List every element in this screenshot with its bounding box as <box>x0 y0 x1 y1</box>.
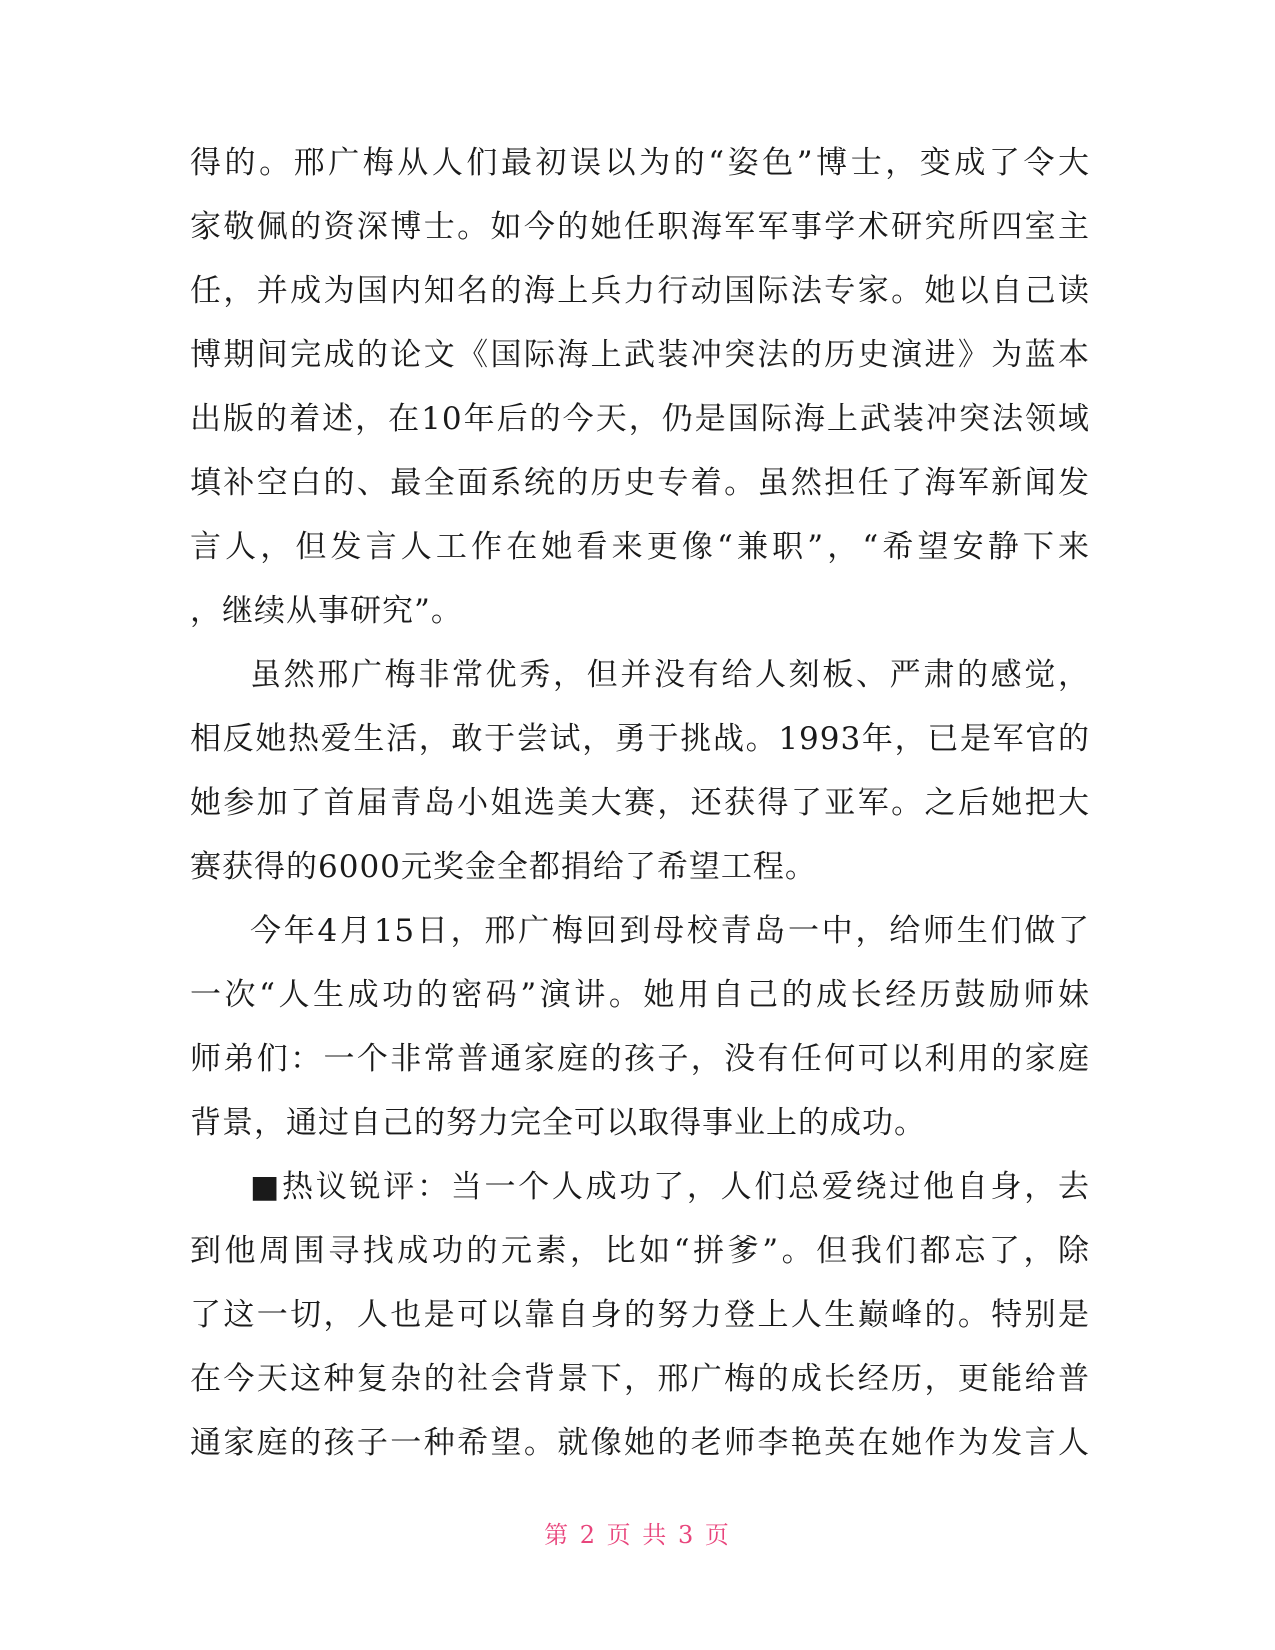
paragraph-first-line: ■热议锐评：当一个人成功了，人们总爱绕过他自身，去 <box>250 1169 1090 1205</box>
paragraph-first-line: 今年4月15日，邢广梅回到母校青岛一中，给师生们做了 <box>250 913 1090 949</box>
text-line: 家敬佩的资深博士。如今的她任职海军军事学术研究所四室主 <box>190 209 1090 245</box>
text-line: 通家庭的孩子一种希望。就像她的老师李艳英在她作为发言人 <box>190 1425 1090 1461</box>
text-line: 一次“人生成功的密码”演讲。她用自己的成长经历鼓励师妹 <box>190 977 1090 1013</box>
paragraph-first-line: 虽然邢广梅非常优秀，但并没有给人刻板、严肃的感觉， <box>250 657 1090 693</box>
text-line: 言人，但发言人工作在她看来更像“兼职”，“希望安静下来 <box>190 529 1090 565</box>
text-line: 了这一切，人也是可以靠自身的努力登上人生巅峰的。特别是 <box>190 1297 1090 1333</box>
text-line: ，继续从事研究”。 <box>190 593 463 629</box>
page-number-text: 第 2 页 共 3 页 <box>544 1521 731 1549</box>
text-line: 填补空白的、最全面系统的历史专着。虽然担任了海军新闻发 <box>190 465 1090 501</box>
text-line: 到他周围寻找成功的元素，比如“拼爹”。但我们都忘了，除 <box>190 1233 1090 1269</box>
text-line: 在今天这种复杂的社会背景下，邢广梅的成长经历，更能给普 <box>190 1361 1090 1397</box>
page-number-footer <box>0 1520 1275 1550</box>
text-line: 相反她热爱生活，敢于尝试，勇于挑战。1993年，已是军官的 <box>190 721 1090 757</box>
text-line: 出版的着述，在10年后的今天，仍是国际海上武装冲突法领域 <box>190 401 1090 437</box>
text-line: 赛获得的6000元奖金全都捐给了希望工程。 <box>190 849 817 885</box>
text-line: 她参加了首届青岛小姐选美大赛，还获得了亚军。之后她把大 <box>190 785 1090 821</box>
text-line: 博期间完成的论文《国际海上武装冲突法的历史演进》为蓝本 <box>190 337 1090 373</box>
text-line: 背景，通过自己的努力完全可以取得事业上的成功。 <box>190 1105 926 1141</box>
text-line: 得的。邢广梅从人们最初误以为的“姿色”博士，变成了令大 <box>190 145 1090 181</box>
text-line: 师弟们：一个非常普通家庭的孩子，没有任何可以利用的家庭 <box>190 1041 1090 1077</box>
text-line: 任，并成为国内知名的海上兵力行动国际法专家。她以自己读 <box>190 273 1090 309</box>
